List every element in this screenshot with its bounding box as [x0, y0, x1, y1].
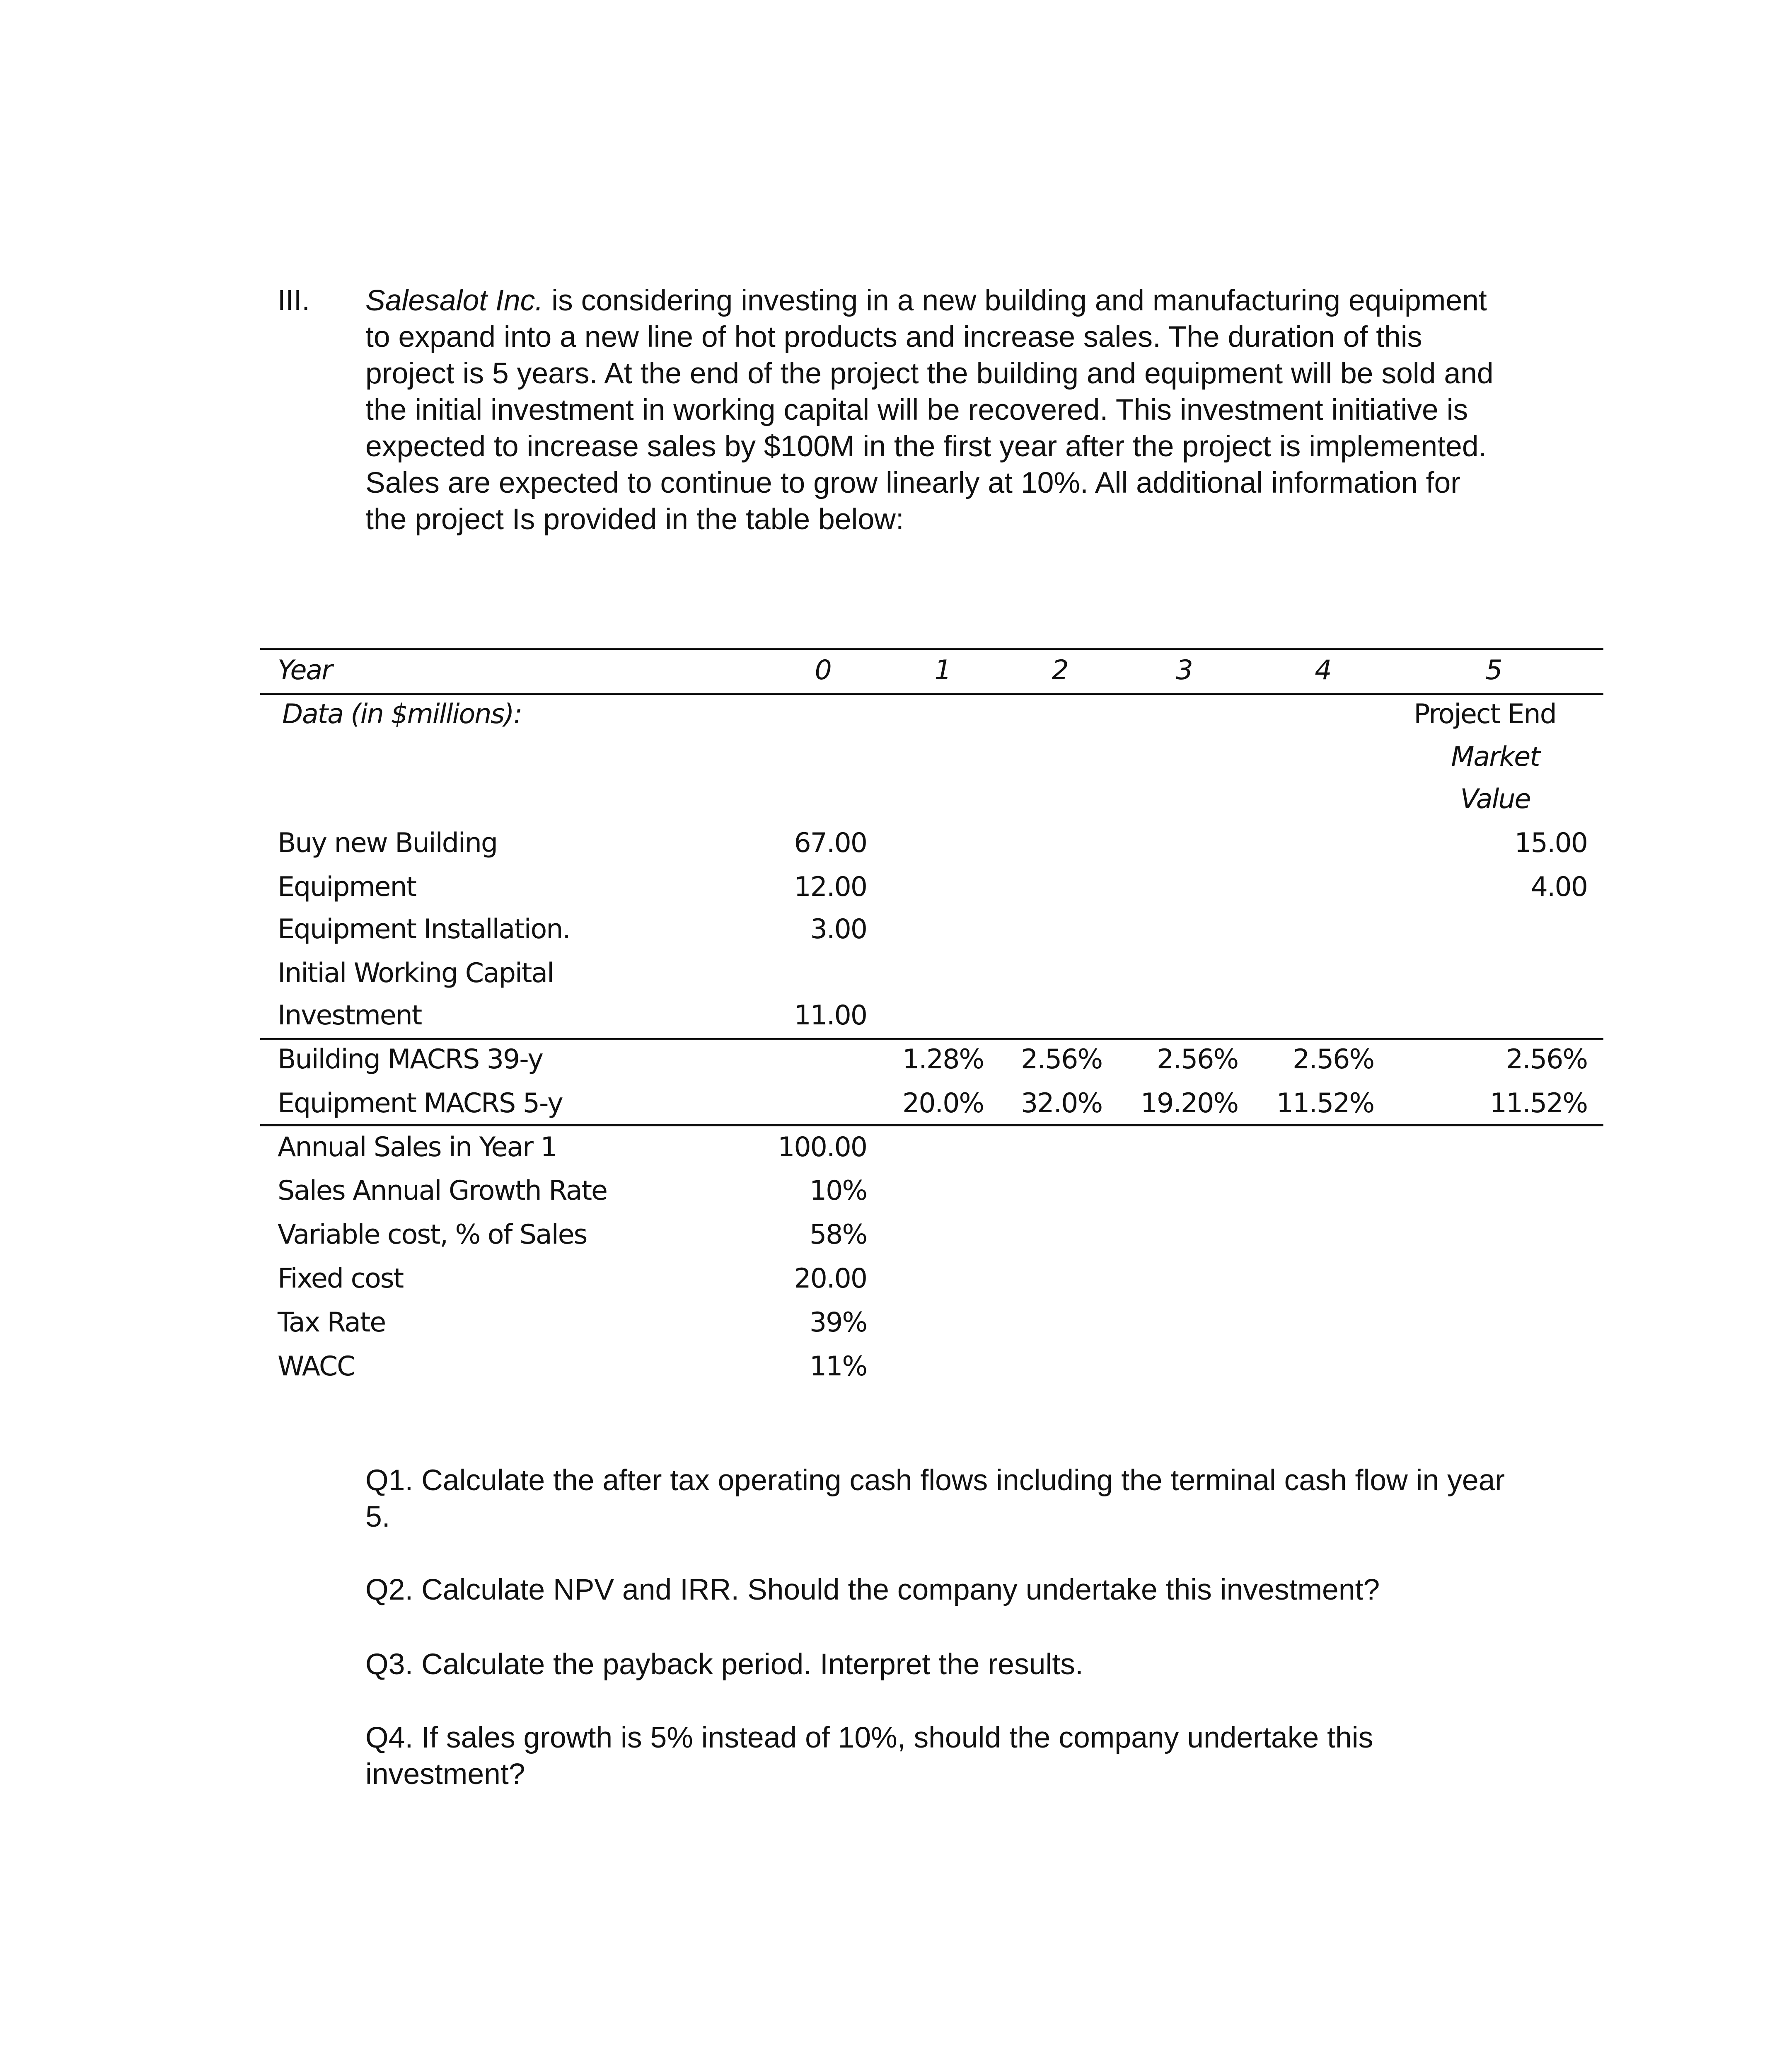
row-label: WACC — [278, 1351, 355, 1382]
row-label: Equipment — [278, 871, 416, 903]
table-row — [0, 1307, 1789, 1348]
table-row — [0, 871, 1789, 913]
cell-year-0: 67.00 — [794, 828, 867, 859]
problem-text: is considering investing in a new building and manufacturing equipment to expand into a new line of hot products and increase sales. The duration of this project is 5 years. At the end of the project the building and equipment will be sold and the initial investment in working capital will be recovered. This investment initiative is expected to increase sales by $100M in the first year after the project is implemented. Sales are expected to continue to grow linearly at 10%. All additional information for the project Is provided in the table below: — [365, 284, 1494, 536]
row-label: Building MACRS 39-y — [278, 1044, 543, 1075]
table-row — [0, 1088, 1789, 1129]
cell-year-5: 4.00 — [1530, 871, 1587, 903]
year-3: 3 — [1176, 655, 1192, 686]
cell-year-3: 2.56% — [1157, 1044, 1238, 1075]
table-row — [0, 1044, 1789, 1085]
row-label: Annual Sales in Year 1 — [278, 1132, 557, 1163]
question-2: Q2. Calculate NPV and IRR. Should the company undertake this investment? — [365, 1573, 1380, 1606]
cell-year-0: 11% — [809, 1351, 867, 1382]
cell-year-0: 20.00 — [794, 1263, 867, 1294]
cell-year-5: 15.00 — [1514, 828, 1587, 859]
cell-year-4: 11.52% — [1276, 1088, 1374, 1119]
year-5: 5 — [1485, 655, 1502, 686]
project-end-label: Project End — [1414, 699, 1556, 730]
cell-year-0: 3.00 — [810, 914, 867, 945]
row-label: Investment — [278, 1000, 422, 1031]
year-header-row — [0, 655, 1789, 696]
table-row — [0, 958, 1789, 999]
cell-year-2: 32.0% — [1021, 1088, 1102, 1119]
company-name: Salesalot Inc. — [365, 284, 544, 317]
table-row — [0, 1000, 1789, 1041]
row-label: Tax Rate — [278, 1307, 386, 1338]
market-label: Market — [1451, 741, 1540, 772]
row-label: Fixed cost — [278, 1263, 403, 1294]
question-4: Q4. If sales growth is 5% instead of 10%, should the company undertake this investment? — [365, 1721, 1373, 1791]
cell-year-0: 58% — [809, 1219, 867, 1250]
table-row — [0, 1132, 1789, 1173]
question-1: Q1. Calculate the after tax operating cash flows including the terminal cash flow in year 5. — [365, 1464, 1505, 1533]
cell-year-1: 20.0% — [902, 1088, 984, 1119]
cell-year-5: 2.56% — [1506, 1044, 1587, 1075]
cell-year-1: 1.28% — [902, 1044, 984, 1075]
year-label: Year — [278, 655, 332, 686]
row-label: Sales Annual Growth Rate — [278, 1175, 607, 1206]
cell-year-2: 2.56% — [1021, 1044, 1102, 1075]
header-rule — [260, 693, 1603, 695]
table-row — [0, 1219, 1789, 1260]
table-row — [0, 1263, 1789, 1304]
year-0: 0 — [815, 655, 831, 686]
section-numeral: III. — [278, 284, 310, 316]
year-4: 4 — [1315, 655, 1331, 686]
table-row — [0, 1175, 1789, 1216]
table-row — [0, 914, 1789, 955]
cell-year-0: 11.00 — [794, 1000, 867, 1031]
macrs-top-rule — [260, 1038, 1603, 1040]
row-label: Buy new Building — [278, 828, 498, 859]
row-label: Initial Working Capital — [278, 958, 554, 989]
cell-year-5: 11.52% — [1489, 1088, 1587, 1119]
data-units-label: Data (in $millions): — [282, 699, 522, 730]
value-row — [0, 784, 1789, 825]
macrs-bottom-rule — [260, 1124, 1603, 1126]
value-label: Value — [1460, 784, 1530, 815]
cell-year-0: 100.00 — [778, 1132, 867, 1163]
cell-year-4: 2.56% — [1293, 1044, 1374, 1075]
table-row — [0, 1351, 1789, 1392]
row-label: Equipment MACRS 5-y — [278, 1088, 563, 1119]
year-1: 1 — [934, 655, 951, 686]
data-units-row — [0, 699, 1789, 740]
year-2: 2 — [1052, 655, 1068, 686]
cell-year-0: 39% — [809, 1307, 867, 1338]
table-top-rule — [260, 648, 1603, 650]
cell-year-0: 12.00 — [794, 871, 867, 903]
market-row — [0, 741, 1789, 782]
row-label: Variable cost, % of Sales — [278, 1219, 587, 1250]
problem-statement — [365, 282, 1498, 537]
row-label: Equipment Installation. — [278, 914, 570, 945]
cell-year-3: 19.20% — [1140, 1088, 1238, 1119]
cell-year-0: 10% — [809, 1175, 867, 1206]
question-3: Q3. Calculate the payback period. Interpret the results. — [365, 1648, 1083, 1681]
table-row — [0, 828, 1789, 869]
